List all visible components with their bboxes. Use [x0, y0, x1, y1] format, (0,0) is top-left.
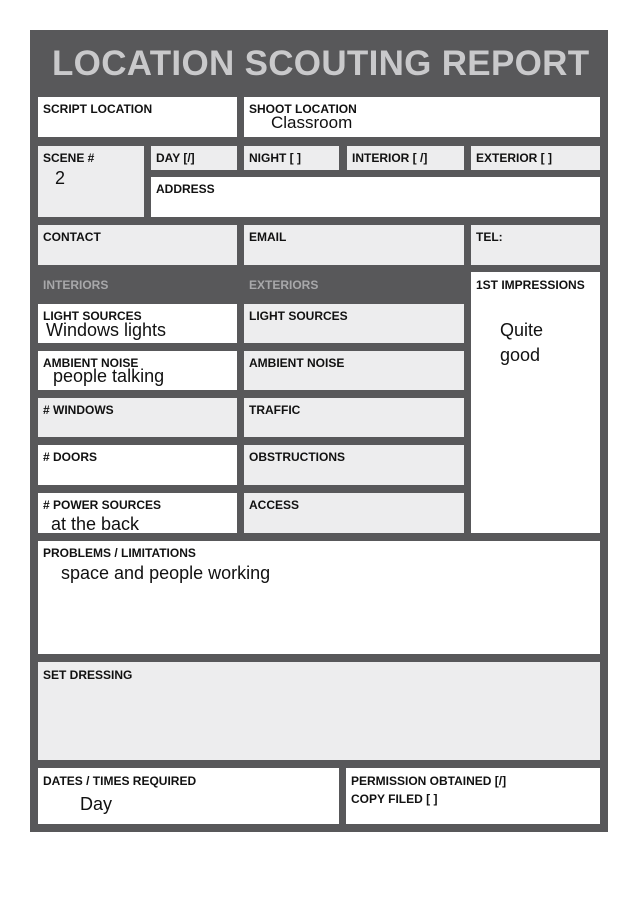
scene-number-value: 2	[55, 168, 66, 188]
exteriors-header: EXTERIORS	[249, 278, 319, 292]
power-sources-value: at the back	[51, 514, 140, 534]
email-label: EMAIL	[249, 230, 287, 244]
permission-label: PERMISSION OBTAINED [/]	[351, 774, 507, 788]
obstructions-field[interactable]	[244, 445, 464, 485]
shoot-location-field[interactable]	[244, 97, 600, 137]
interior-ambient-noise-value: people talking	[53, 366, 165, 386]
interior-ambient-noise-field[interactable]	[38, 351, 237, 390]
windows-label: # WINDOWS	[43, 403, 114, 417]
permission-field[interactable]	[346, 768, 600, 824]
exterior-checkbox[interactable]	[471, 146, 600, 170]
first-impressions-field[interactable]	[471, 272, 600, 533]
day-label: DAY [/]	[156, 151, 195, 165]
day-checkbox[interactable]	[151, 146, 237, 170]
interior-light-sources-label: LIGHT SOURCES	[43, 309, 142, 323]
interior-light-sources-value: Windows lights	[46, 320, 167, 340]
traffic-field[interactable]	[244, 398, 464, 437]
dates-times-field[interactable]	[38, 768, 339, 824]
interior-checkbox[interactable]	[347, 146, 464, 170]
obstructions-label: OBSTRUCTIONS	[249, 450, 345, 464]
exterior-label: EXTERIOR [ ]	[476, 151, 553, 165]
windows-field[interactable]	[38, 398, 237, 437]
email-field[interactable]	[244, 225, 464, 265]
address-field[interactable]	[151, 177, 600, 217]
exterior-light-sources-label: LIGHT SOURCES	[249, 309, 348, 323]
contact-label: CONTACT	[43, 230, 101, 244]
problems-value: space and people working	[61, 563, 271, 583]
exterior-ambient-noise-label: AMBIENT NOISE	[249, 356, 345, 370]
dates-times-value: Day	[80, 794, 113, 814]
problems-field[interactable]	[38, 541, 600, 654]
shoot-location-label: SHOOT LOCATION	[249, 102, 357, 116]
contact-field[interactable]	[38, 225, 237, 265]
exterior-light-sources-field[interactable]	[244, 304, 464, 343]
access-field[interactable]	[244, 493, 464, 533]
address-label: ADDRESS	[156, 182, 215, 196]
night-checkbox[interactable]	[244, 146, 339, 170]
scene-number-field[interactable]	[38, 146, 144, 217]
power-sources-label: # POWER SOURCES	[43, 498, 162, 512]
script-location-label: SCRIPT LOCATION	[43, 102, 153, 116]
scene-number-label: SCENE #	[43, 151, 95, 165]
interiors-header: INTERIORS	[43, 278, 109, 292]
shoot-location-value: Classroom	[271, 113, 353, 132]
interior-ambient-noise-label: AMBIENT NOISE	[43, 356, 139, 370]
dates-times-label: DATES / TIMES REQUIRED	[43, 774, 197, 788]
doors-field[interactable]	[38, 445, 237, 485]
interior-light-sources-field[interactable]	[38, 304, 237, 343]
first-impressions-line1: Quite	[500, 320, 544, 340]
set-dressing-label: SET DRESSING	[43, 668, 133, 682]
first-impressions-line2: good	[500, 345, 541, 365]
power-sources-field[interactable]	[38, 493, 237, 533]
tel-label: TEL:	[476, 230, 503, 244]
exterior-ambient-noise-field[interactable]	[244, 351, 464, 390]
access-label: ACCESS	[249, 498, 300, 512]
doors-label: # DOORS	[43, 450, 98, 464]
tel-field[interactable]	[471, 225, 600, 265]
script-location-field[interactable]	[38, 97, 237, 137]
copy-filed-label: COPY FILED [ ]	[351, 792, 438, 806]
interior-label: INTERIOR [ /]	[352, 151, 428, 165]
problems-label: PROBLEMS / LIMITATIONS	[43, 546, 196, 560]
set-dressing-field[interactable]	[38, 662, 600, 760]
first-impressions-label: 1ST IMPRESSIONS	[476, 278, 585, 292]
report-title: LOCATION SCOUTING REPORT	[52, 44, 590, 83]
night-label: NIGHT [ ]	[249, 151, 301, 165]
traffic-label: TRAFFIC	[249, 403, 301, 417]
